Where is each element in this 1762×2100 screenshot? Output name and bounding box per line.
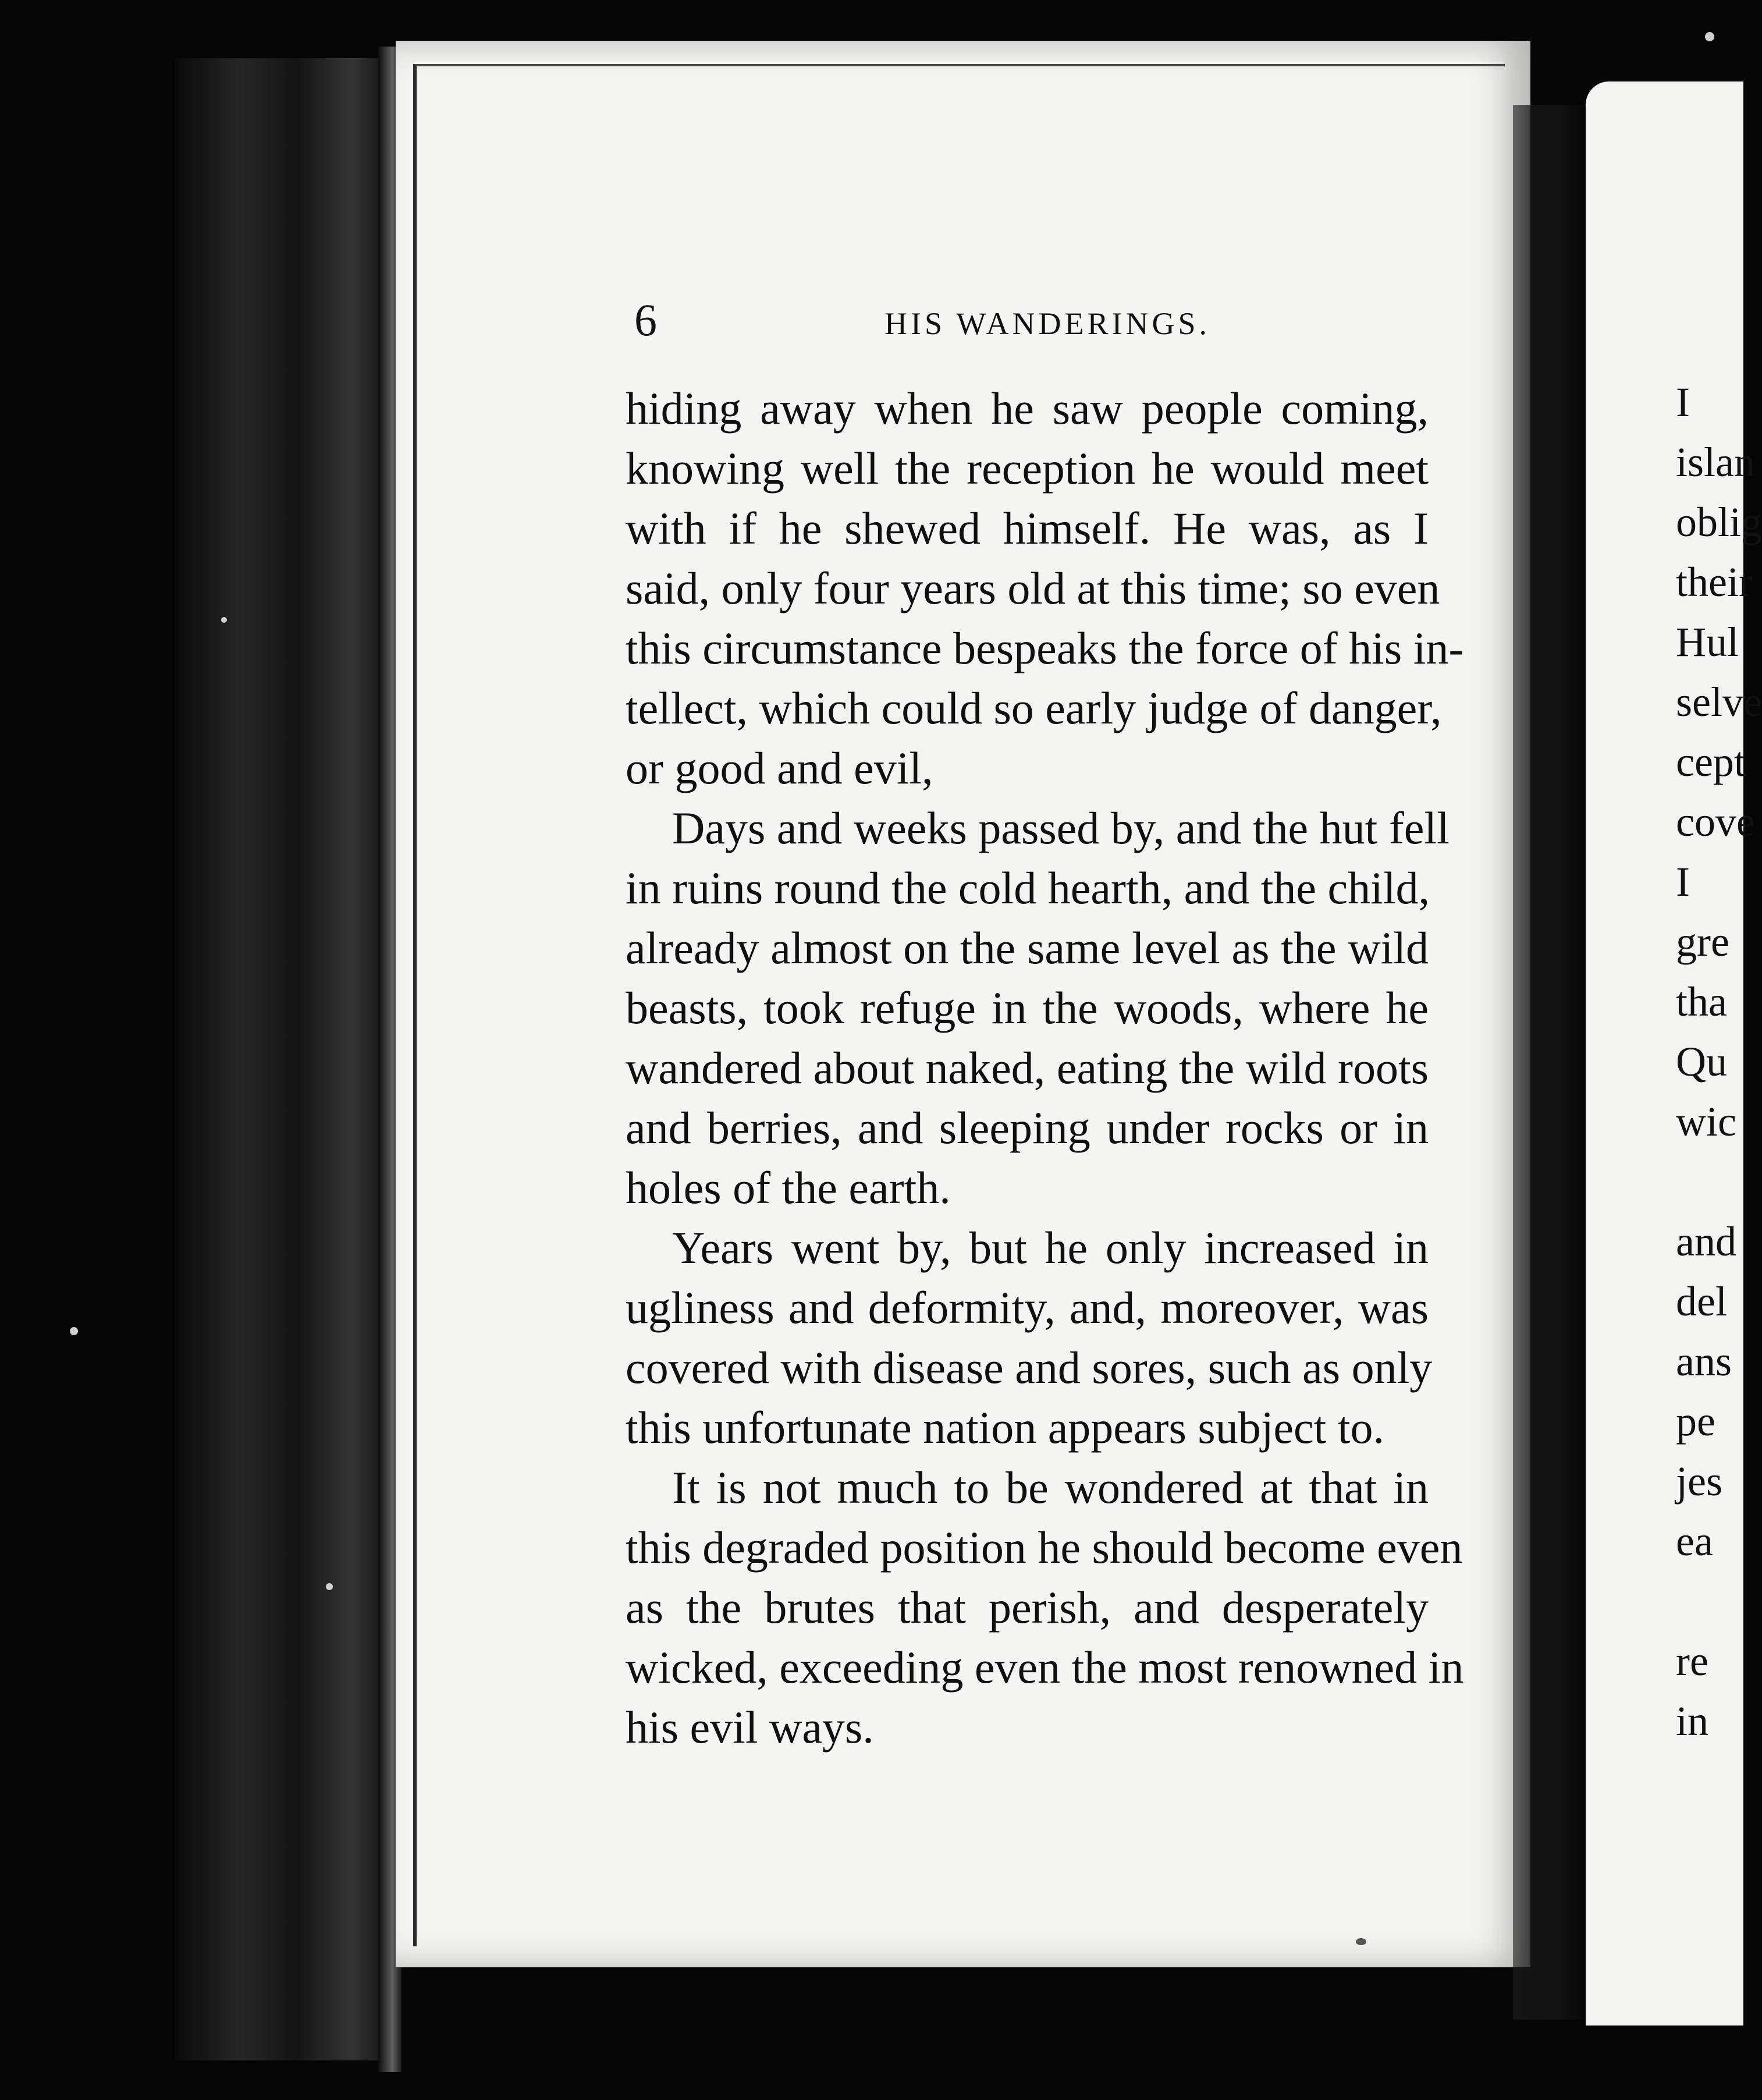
text-line: with if he shewed himself. He was, as I	[626, 503, 1429, 554]
fragment-line: pe	[1676, 1398, 1715, 1445]
fragment-line: del	[1676, 1278, 1727, 1325]
fragment-line: wic	[1676, 1098, 1736, 1145]
text-line: ugliness and deformity, and, moreover, was	[626, 1282, 1429, 1333]
dust-speck	[326, 1583, 333, 1590]
fragment-line: I	[1676, 379, 1690, 425]
text-line: this circumstance bespeaks the force of his in-	[626, 623, 1464, 673]
book-spine	[175, 58, 396, 2060]
fragment-line: cove	[1676, 799, 1755, 845]
text-line: It is not much to be wondered at that in	[672, 1462, 1429, 1513]
fragment-line: re	[1676, 1638, 1708, 1684]
dust-speck	[1356, 1938, 1366, 1945]
text-line: and berries, and sleeping under rocks or in	[626, 1102, 1429, 1153]
fragment-line: tha	[1676, 978, 1727, 1025]
text-line: this degraded position he should become even	[626, 1522, 1463, 1573]
fragment-line: I	[1676, 859, 1690, 905]
dust-speck	[1705, 32, 1714, 41]
fragment-line: Qu	[1676, 1038, 1727, 1085]
text-line: tellect, which could so early judge of danger,	[626, 683, 1442, 733]
fragment-line: selve	[1676, 679, 1762, 725]
fragment-line: cept	[1676, 739, 1746, 785]
fragment-line: and	[1676, 1218, 1736, 1265]
text-line: covered with disease and sores, such as only	[626, 1342, 1433, 1393]
text-line: Days and weeks passed by, and the hut fell	[672, 803, 1450, 853]
text-line: knowing well the reception he would meet	[626, 443, 1429, 494]
page-number: 6	[634, 295, 657, 345]
dust-speck	[221, 617, 227, 623]
text-line: his evil ways.	[626, 1702, 874, 1753]
fragment-line: jes	[1676, 1458, 1722, 1505]
fragment-line	[1676, 1572, 1746, 1631]
fragment-line	[1676, 1152, 1746, 1212]
text-line: said, only four years old at this time; so even	[626, 563, 1440, 613]
gutter-shadow	[1513, 105, 1589, 2020]
fragment-line: gre	[1676, 918, 1729, 965]
text-line: hiding away when he saw people coming,	[626, 383, 1429, 434]
running-head	[634, 294, 1449, 358]
text-line: holes of the earth.	[626, 1162, 951, 1213]
right-page-fragments	[1676, 373, 1762, 1751]
fragment-line: ea	[1676, 1518, 1713, 1565]
text-line: wandered about naked, eating the wild roots	[626, 1042, 1429, 1093]
text-line: or good and evil,	[626, 743, 933, 793]
dust-speck	[70, 1327, 78, 1335]
text-line: beasts, took refuge in the woods, where he	[626, 982, 1429, 1033]
fragment-line: oblig	[1676, 499, 1762, 545]
running-title: HIS WANDERINGS.	[884, 306, 1211, 341]
fragment-line: in	[1676, 1698, 1709, 1744]
text-line: already almost on the same level as the wild	[626, 923, 1429, 973]
fragment-line: islan	[1676, 439, 1755, 485]
fragment-line: Hul	[1676, 619, 1739, 665]
fragment-line: ans	[1676, 1338, 1732, 1385]
text-line: in ruins round the cold hearth, and the child,	[626, 863, 1430, 913]
text-line: wicked, exceeding even the most renowned in	[626, 1642, 1464, 1693]
text-line: this unfortunate nation appears subject to.	[626, 1402, 1384, 1453]
left-page-body	[626, 378, 1464, 1757]
fragment-line: their	[1676, 559, 1753, 605]
text-line: Years went by, but he only increased in	[672, 1222, 1429, 1273]
text-line: as the brutes that perish, and desperately	[626, 1582, 1429, 1633]
